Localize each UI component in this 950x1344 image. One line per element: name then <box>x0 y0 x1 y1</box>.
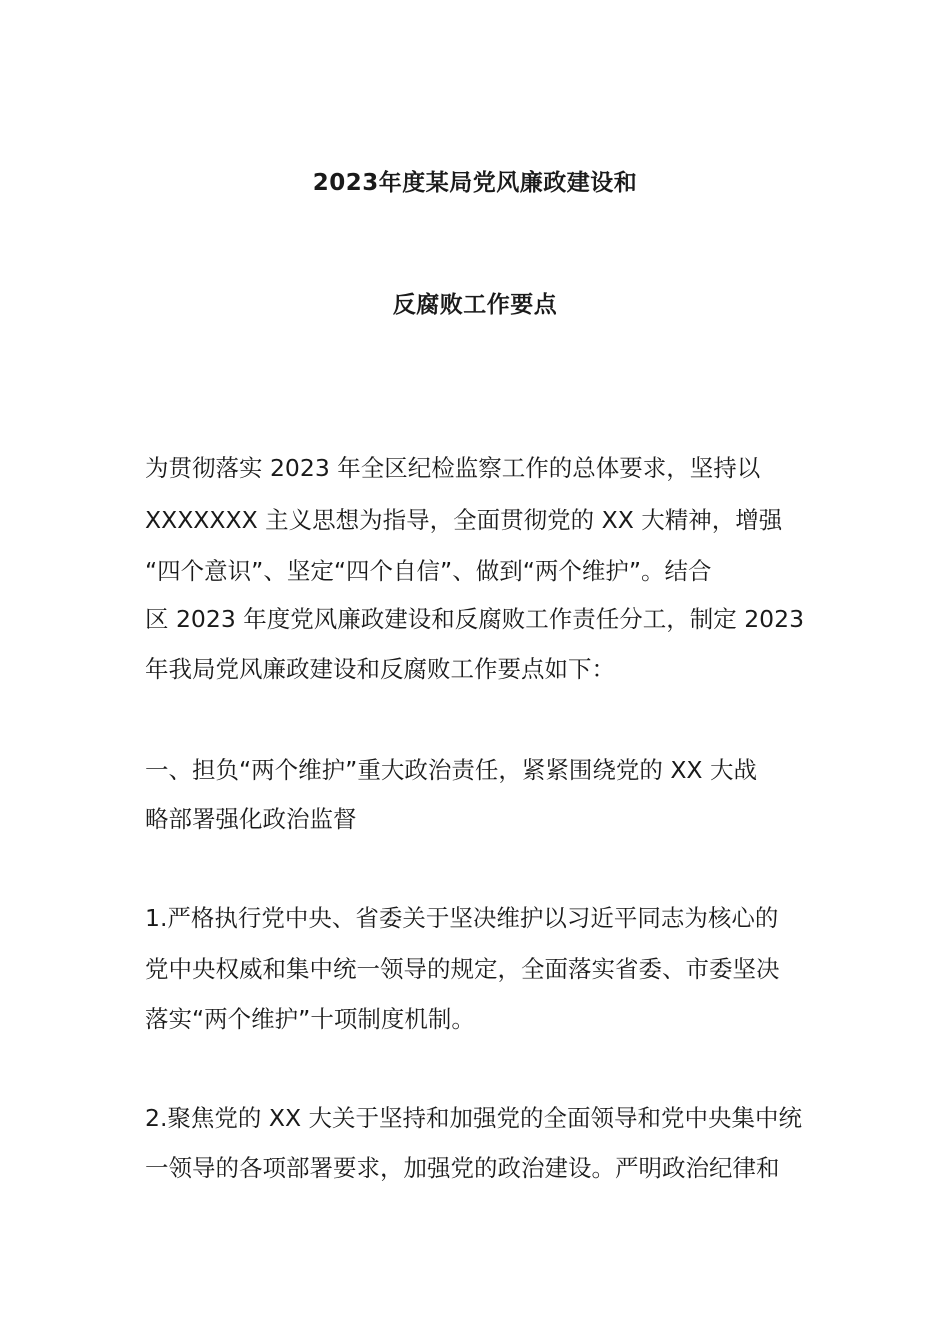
item-line: 党中央权威和集中统一领导的规定，全面落实省委、市委坚决 <box>145 955 780 983</box>
item-line: 一领导的各项部署要求，加强党的政治建设。严明政治纪律和 <box>145 1154 780 1182</box>
item-line: 1.严格执行党中央、省委关于坚决维护以习近平同志为核心的 <box>145 904 779 932</box>
intro-line: 区 2023 年度党风廉政建设和反腐败工作责任分工，制定 2023 <box>145 605 805 633</box>
item-line: 2.聚焦党的 XX 大关于坚持和加强党的全面领导和党中央集中统 <box>145 1104 803 1132</box>
intro-line: “四个意识”、坚定“四个自信”、做到“两个维护”。结合 <box>145 557 712 585</box>
intro-line: 为贯彻落实 2023 年全区纪检监察工作的总体要求，坚持以 <box>145 454 761 482</box>
item-line: 落实“两个维护”十项制度机制。 <box>145 1005 475 1033</box>
section-heading-line: 略部署强化政治监督 <box>145 805 357 833</box>
intro-line: 年我局党风廉政建设和反腐败工作要点如下： <box>145 655 615 683</box>
document-title-line-1: 2023年度某局党风廉政建设和 <box>312 170 638 196</box>
section-heading-line: 一、担负“两个维护”重大政治责任，紧紧围绕党的 XX 大战 <box>145 756 757 784</box>
document-title-line-2: 反腐败工作要点 <box>392 292 558 318</box>
intro-line: XXXXXXX 主义思想为指导，全面贯彻党的 XX 大精神，增强 <box>145 506 783 534</box>
